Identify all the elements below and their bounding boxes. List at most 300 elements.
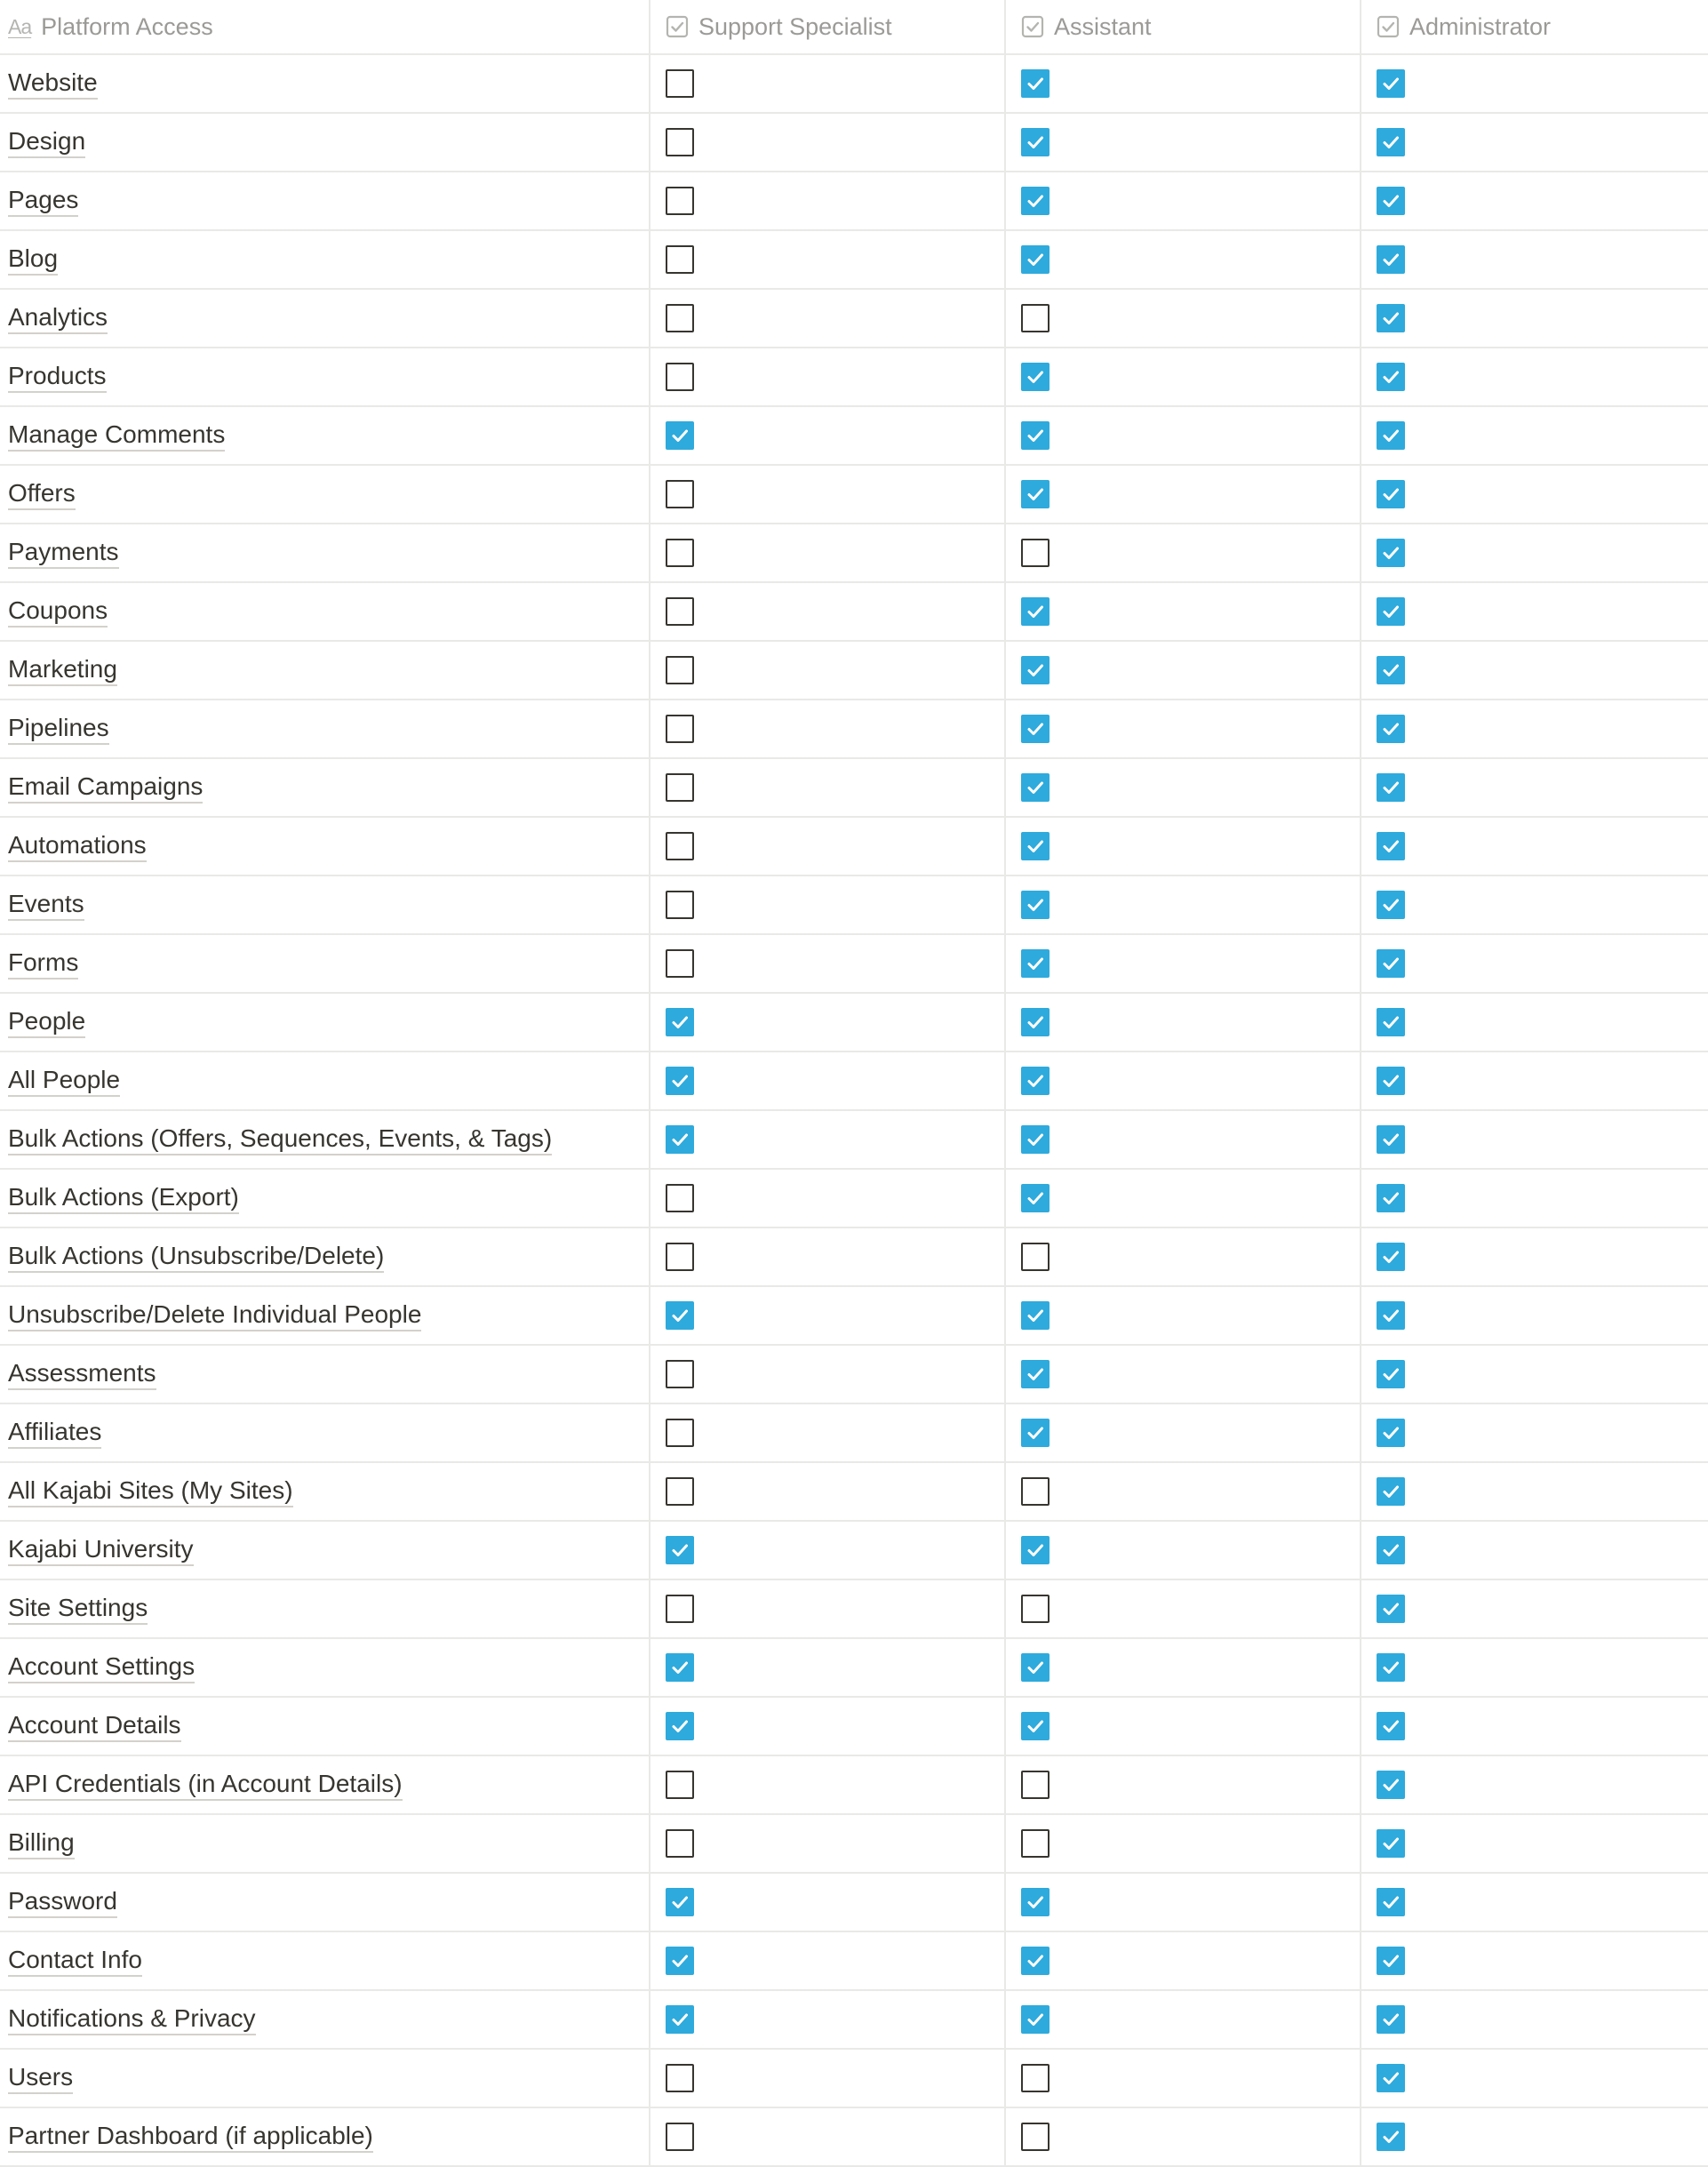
row-title-cell[interactable] [0,642,650,699]
row-title-link[interactable]: Payments [8,538,119,569]
support-specialist-cell [650,1463,1006,1520]
row-title-link[interactable]: Design [8,127,85,158]
support-specialist-checkbox[interactable] [666,245,694,274]
row-title-cell[interactable] [0,818,650,875]
assistant-checkbox[interactable] [1021,187,1050,215]
assistant-checkbox[interactable] [1021,480,1050,508]
row-title-link[interactable]: Marketing [8,655,117,686]
administrator-cell [1361,1580,1708,1637]
column-header-assistant[interactable] [1006,0,1361,53]
support-specialist-checkbox[interactable] [666,1771,694,1799]
assistant-checkbox[interactable] [1021,1360,1050,1388]
table-row [0,994,1708,1052]
row-title-cell[interactable] [0,114,650,171]
support-specialist-checkbox[interactable] [666,1829,694,1858]
assistant-cell [1006,348,1361,405]
administrator-checkbox[interactable] [1377,1653,1405,1682]
assistant-checkbox[interactable] [1021,1653,1050,1682]
row-title-cell[interactable] [0,1522,650,1579]
checkmark-icon [669,1305,690,1326]
support-specialist-cell [650,407,1006,464]
support-specialist-cell [650,818,1006,875]
row-title-cell[interactable] [0,1346,650,1403]
checkmark-icon [1380,308,1401,329]
administrator-cell [1361,642,1708,699]
row-title-link[interactable]: Assessments [8,1359,156,1390]
row-title-link[interactable]: Account Details [8,1711,181,1742]
row-title-cell[interactable] [0,1404,650,1461]
assistant-checkbox[interactable] [1021,1829,1050,1858]
row-title-cell[interactable] [0,1287,650,1344]
checkmark-icon [1380,2009,1401,2030]
assistant-checkbox[interactable] [1021,128,1050,156]
assistant-cell [1006,818,1361,875]
checkmark-icon [1025,1070,1046,1091]
assistant-checkbox[interactable] [1021,1301,1050,1330]
assistant-cell [1006,935,1361,992]
administrator-checkbox[interactable] [1377,1125,1405,1154]
support-specialist-checkbox[interactable] [666,1712,694,1740]
assistant-checkbox[interactable] [1021,773,1050,802]
assistant-checkbox[interactable] [1021,1125,1050,1154]
support-specialist-checkbox[interactable] [666,832,694,860]
support-specialist-cell [650,1170,1006,1227]
row-title-cell[interactable] [0,1991,650,2048]
support-specialist-checkbox[interactable] [666,891,694,919]
support-specialist-cell [650,1052,1006,1109]
support-specialist-checkbox[interactable] [666,1184,694,1212]
row-title-link[interactable]: Bulk Actions (Unsubscribe/Delete) [8,1242,384,1273]
assistant-checkbox[interactable] [1021,656,1050,684]
assistant-checkbox[interactable] [1021,1184,1050,1212]
administrator-checkbox[interactable] [1377,480,1405,508]
checkbox-property-icon [1377,15,1400,38]
administrator-checkbox[interactable] [1377,773,1405,802]
administrator-checkbox[interactable] [1377,1771,1405,1799]
assistant-cell [1006,700,1361,757]
checkmark-icon [669,1657,690,1678]
checkmark-icon [1380,1891,1401,1913]
support-specialist-cell [650,1346,1006,1403]
row-title-cell[interactable] [0,935,650,992]
assistant-checkbox[interactable] [1021,363,1050,391]
assistant-checkbox[interactable] [1021,539,1050,567]
support-specialist-checkbox[interactable] [666,715,694,743]
administrator-checkbox[interactable] [1377,421,1405,450]
administrator-checkbox[interactable] [1377,949,1405,978]
row-title-link[interactable]: Forms [8,948,78,980]
checkmark-icon [1380,1774,1401,1795]
row-title-cell[interactable] [0,1580,650,1637]
row-title-link[interactable]: Website [8,68,98,100]
column-header-platform-access[interactable] [0,0,650,53]
support-specialist-checkbox[interactable] [666,1653,694,1682]
checkmark-icon [1380,1598,1401,1619]
assistant-cell [1006,231,1361,288]
support-specialist-checkbox[interactable] [666,2064,694,2092]
row-title-cell[interactable] [0,1874,650,1931]
administrator-checkbox[interactable] [1377,597,1405,626]
support-specialist-cell [650,1639,1006,1696]
table-row [0,114,1708,172]
checkmark-icon [669,1012,690,1033]
assistant-cell [1006,1287,1361,1344]
checkmark-icon [1380,953,1401,974]
checkmark-icon [1380,1305,1401,1326]
support-specialist-checkbox[interactable] [666,1419,694,1447]
assistant-checkbox[interactable] [1021,1243,1050,1271]
support-specialist-cell [650,1228,1006,1285]
column-header-administrator[interactable] [1361,0,1708,53]
support-specialist-checkbox[interactable] [666,480,694,508]
administrator-checkbox[interactable] [1377,1595,1405,1623]
assistant-checkbox[interactable] [1021,245,1050,274]
support-specialist-checkbox[interactable] [666,1360,694,1388]
support-specialist-checkbox[interactable] [666,1888,694,1916]
row-title-link[interactable]: All People [8,1066,120,1097]
assistant-checkbox[interactable] [1021,2064,1050,2092]
table-row [0,1874,1708,1932]
row-title-cell[interactable] [0,2050,650,2107]
row-title-link[interactable]: Bulk Actions (Offers, Sequences, Events, & Tags) [8,1124,552,1155]
row-title-cell[interactable] [0,1463,650,1520]
support-specialist-checkbox[interactable] [666,1477,694,1506]
row-title-link[interactable]: Email Campaigns [8,772,203,804]
table-row [0,2108,1708,2167]
row-title-link[interactable]: Events [8,890,84,921]
administrator-checkbox[interactable] [1377,1067,1405,1095]
support-specialist-cell [650,1874,1006,1931]
table-row [0,2050,1708,2108]
row-title-link[interactable]: Users [8,2063,73,2094]
checkmark-icon [1380,1715,1401,1737]
assistant-checkbox[interactable] [1021,597,1050,626]
row-title-link[interactable]: Pages [8,186,78,217]
administrator-checkbox[interactable] [1377,304,1405,332]
row-title-link[interactable]: Coupons [8,596,108,628]
checkmark-icon [1380,1481,1401,1502]
assistant-checkbox[interactable] [1021,891,1050,919]
checkmark-icon [1025,1012,1046,1033]
checkmark-icon [1380,1187,1401,1209]
row-title-link[interactable]: Kajabi University [8,1535,194,1566]
row-title-cell[interactable] [0,55,650,112]
administrator-checkbox[interactable] [1377,1184,1405,1212]
row-title-cell[interactable] [0,1639,650,1696]
support-specialist-checkbox[interactable] [666,1067,694,1095]
table-row [0,1463,1708,1522]
administrator-checkbox[interactable] [1377,128,1405,156]
row-title-link[interactable]: Manage Comments [8,420,225,452]
support-specialist-checkbox[interactable] [666,656,694,684]
column-header-label: Assistant [1054,12,1152,40]
table-row [0,876,1708,935]
administrator-cell [1361,1111,1708,1168]
row-title-cell[interactable] [0,348,650,405]
checkmark-icon [1025,660,1046,681]
row-title-cell[interactable] [0,700,650,757]
support-specialist-checkbox[interactable] [666,128,694,156]
assistant-cell [1006,1111,1361,1168]
administrator-checkbox[interactable] [1377,656,1405,684]
checkmark-icon [1380,1070,1401,1091]
row-title-link[interactable]: Unsubscribe/Delete Individual People [8,1300,421,1331]
support-specialist-cell [650,1111,1006,1168]
support-specialist-checkbox[interactable] [666,187,694,215]
support-specialist-checkbox[interactable] [666,1243,694,1271]
support-specialist-checkbox[interactable] [666,597,694,626]
checkmark-icon [1380,1012,1401,1033]
table-row [0,1580,1708,1639]
assistant-checkbox[interactable] [1021,715,1050,743]
assistant-cell [1006,1991,1361,2048]
column-header-support-specialist[interactable] [650,0,1006,53]
administrator-checkbox[interactable] [1377,1888,1405,1916]
checkmark-icon [1025,425,1046,446]
checkmark-icon [1025,836,1046,857]
row-title-cell[interactable] [0,1756,650,1813]
table-row [0,55,1708,114]
support-specialist-checkbox[interactable] [666,2005,694,2034]
support-specialist-cell [650,994,1006,1051]
administrator-checkbox[interactable] [1377,1536,1405,1564]
row-title-link[interactable]: API Credentials (in Account Details) [8,1770,403,1801]
row-title-cell[interactable] [0,2108,650,2165]
row-title-cell[interactable] [0,1111,650,1168]
checkmark-icon [1025,1187,1046,1209]
administrator-checkbox[interactable] [1377,2064,1405,2092]
support-specialist-checkbox[interactable] [666,363,694,391]
support-specialist-checkbox[interactable] [666,1008,694,1036]
checkmark-icon [1380,1129,1401,1150]
administrator-checkbox[interactable] [1377,2123,1405,2151]
row-title-cell[interactable] [0,290,650,347]
row-title-cell[interactable] [0,1170,650,1227]
administrator-cell [1361,1756,1708,1813]
assistant-cell [1006,642,1361,699]
administrator-cell [1361,1463,1708,1520]
support-specialist-cell [650,583,1006,640]
assistant-cell [1006,2108,1361,2165]
checkmark-icon [1380,249,1401,270]
administrator-cell [1361,1170,1708,1227]
support-specialist-checkbox[interactable] [666,1947,694,1975]
table-row [0,1052,1708,1111]
assistant-checkbox[interactable] [1021,2005,1050,2034]
assistant-cell [1006,466,1361,523]
checkmark-icon [669,1715,690,1737]
support-specialist-checkbox[interactable] [666,773,694,802]
row-title-link[interactable]: Billing [8,1828,75,1859]
assistant-cell [1006,583,1361,640]
administrator-cell [1361,1522,1708,1579]
row-title-cell[interactable] [0,1815,650,1872]
administrator-checkbox[interactable] [1377,891,1405,919]
table-row [0,1815,1708,1874]
administrator-checkbox[interactable] [1377,2005,1405,2034]
checkmark-icon [1380,1246,1401,1267]
administrator-checkbox[interactable] [1377,1243,1405,1271]
checkmark-icon [669,1950,690,1971]
administrator-checkbox[interactable] [1377,69,1405,98]
row-title-link[interactable]: Affiliates [8,1418,101,1449]
support-specialist-cell [650,348,1006,405]
support-specialist-checkbox[interactable] [666,1595,694,1623]
checkmark-icon [669,2009,690,2030]
table-row [0,1639,1708,1698]
checkmark-icon [1380,190,1401,212]
checkmark-icon [1025,73,1046,94]
row-title-link[interactable]: Analytics [8,303,108,334]
table-row [0,1404,1708,1463]
column-header-label: Platform Access [41,12,213,40]
column-header-label: Administrator [1409,12,1552,40]
assistant-checkbox[interactable] [1021,1888,1050,1916]
support-specialist-checkbox[interactable] [666,2123,694,2151]
assistant-checkbox[interactable] [1021,1947,1050,1975]
administrator-checkbox[interactable] [1377,245,1405,274]
administrator-cell [1361,1346,1708,1403]
row-title-cell[interactable] [0,1932,650,1989]
row-title-link[interactable]: Products [8,362,107,393]
administrator-checkbox[interactable] [1377,1477,1405,1506]
table-row [0,348,1708,407]
row-title-cell[interactable] [0,524,650,581]
assistant-cell [1006,759,1361,816]
table-row [0,1170,1708,1228]
assistant-checkbox[interactable] [1021,1536,1050,1564]
row-title-cell[interactable] [0,876,650,933]
administrator-checkbox[interactable] [1377,1360,1405,1388]
assistant-cell [1006,1052,1361,1109]
row-title-link[interactable]: All Kajabi Sites (My Sites) [8,1476,293,1507]
administrator-checkbox[interactable] [1377,363,1405,391]
checkmark-icon [1025,601,1046,622]
checkmark-icon [1025,1539,1046,1561]
assistant-checkbox[interactable] [1021,1477,1050,1506]
row-title-cell[interactable] [0,994,650,1051]
row-title-link[interactable]: Pipelines [8,714,109,745]
row-title-cell[interactable] [0,759,650,816]
administrator-cell [1361,407,1708,464]
row-title-link[interactable]: Account Settings [8,1652,195,1683]
table-row [0,466,1708,524]
administrator-checkbox[interactable] [1377,1301,1405,1330]
checkmark-icon [1380,894,1401,916]
assistant-checkbox[interactable] [1021,832,1050,860]
checkmark-icon [1025,953,1046,974]
assistant-cell [1006,1932,1361,1989]
row-title-cell[interactable] [0,583,650,640]
assistant-cell [1006,1639,1361,1696]
row-title-link[interactable]: Partner Dashboard (if applicable) [8,2122,373,2153]
assistant-checkbox[interactable] [1021,1712,1050,1740]
row-title-cell[interactable] [0,466,650,523]
assistant-checkbox[interactable] [1021,2123,1050,2151]
text-type-icon: Aa [8,14,32,38]
assistant-checkbox[interactable] [1021,69,1050,98]
row-title-link[interactable]: Bulk Actions (Export) [8,1183,239,1214]
administrator-cell [1361,700,1708,757]
support-specialist-checkbox[interactable] [666,1125,694,1154]
support-specialist-checkbox[interactable] [666,539,694,567]
assistant-checkbox[interactable] [1021,304,1050,332]
support-specialist-cell [650,1580,1006,1637]
row-title-cell[interactable] [0,1228,650,1285]
row-title-link[interactable]: Blog [8,244,58,276]
administrator-checkbox[interactable] [1377,715,1405,743]
row-title-link[interactable]: Site Settings [8,1594,148,1625]
assistant-checkbox[interactable] [1021,1419,1050,1447]
checkmark-icon [1025,190,1046,212]
support-specialist-cell [650,466,1006,523]
support-specialist-checkbox[interactable] [666,1536,694,1564]
row-title-link[interactable]: Password [8,1887,117,1918]
checkmark-icon [1025,132,1046,153]
row-title-cell[interactable] [0,172,650,229]
support-specialist-checkbox[interactable] [666,949,694,978]
administrator-checkbox[interactable] [1377,1947,1405,1975]
administrator-cell [1361,1698,1708,1755]
support-specialist-cell [650,1287,1006,1344]
row-title-cell[interactable] [0,231,650,288]
support-specialist-checkbox[interactable] [666,69,694,98]
support-specialist-checkbox[interactable] [666,421,694,450]
administrator-checkbox[interactable] [1377,539,1405,567]
support-specialist-checkbox[interactable] [666,304,694,332]
support-specialist-checkbox[interactable] [666,1301,694,1330]
assistant-checkbox[interactable] [1021,1771,1050,1799]
assistant-checkbox[interactable] [1021,1008,1050,1036]
row-title-link[interactable]: Contact Info [8,1946,142,1977]
support-specialist-cell [650,642,1006,699]
assistant-checkbox[interactable] [1021,421,1050,450]
table-row [0,935,1708,994]
administrator-checkbox[interactable] [1377,1008,1405,1036]
checkmark-icon [1025,366,1046,388]
assistant-cell [1006,1815,1361,1872]
administrator-checkbox[interactable] [1377,1712,1405,1740]
table-body [0,55,1708,2167]
administrator-checkbox[interactable] [1377,1829,1405,1858]
row-title-cell[interactable] [0,407,650,464]
assistant-cell [1006,1228,1361,1285]
table-row [0,642,1708,700]
row-title-cell[interactable] [0,1052,650,1109]
administrator-cell [1361,231,1708,288]
administrator-cell [1361,1287,1708,1344]
row-title-link[interactable]: Notifications & Privacy [8,2004,256,2035]
checkmark-icon [1025,484,1046,505]
row-title-link[interactable]: Automations [8,831,147,862]
administrator-checkbox[interactable] [1377,1419,1405,1447]
assistant-checkbox[interactable] [1021,1595,1050,1623]
row-title-link[interactable]: Offers [8,479,76,510]
table-row [0,700,1708,759]
assistant-checkbox[interactable] [1021,1067,1050,1095]
table-row [0,759,1708,818]
administrator-cell [1361,583,1708,640]
administrator-checkbox[interactable] [1377,187,1405,215]
administrator-cell [1361,1404,1708,1461]
administrator-checkbox[interactable] [1377,832,1405,860]
row-title-link[interactable]: People [8,1007,85,1038]
checkmark-icon [1380,718,1401,740]
row-title-cell[interactable] [0,1698,650,1755]
assistant-checkbox[interactable] [1021,949,1050,978]
table-row [0,407,1708,466]
administrator-cell [1361,876,1708,933]
